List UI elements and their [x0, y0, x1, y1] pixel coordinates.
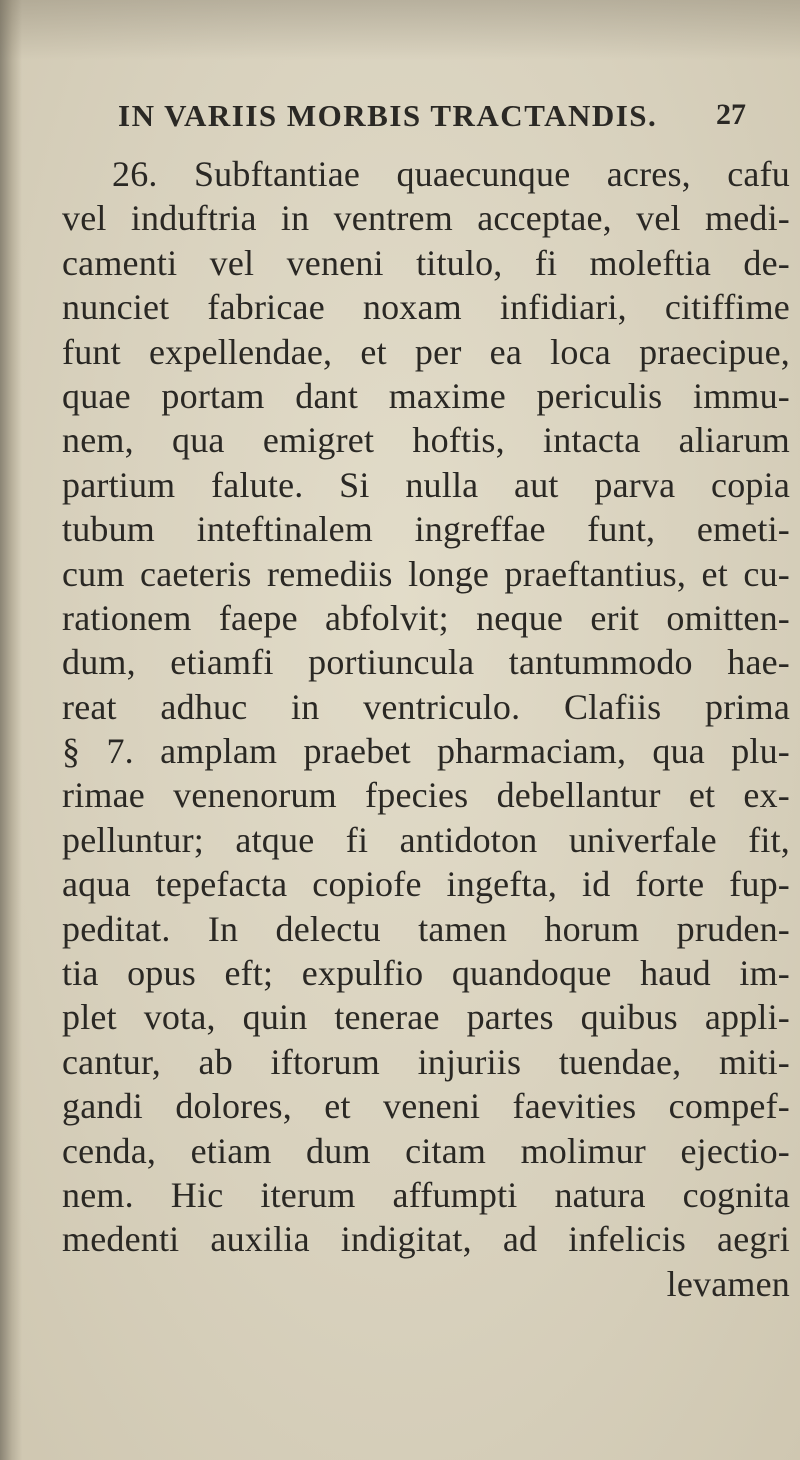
text-line: cantur, ab iftorum injuriis tuendae, miti- [62, 1041, 790, 1082]
text-line: funt expellendae, et per ea loca praecipue, [62, 331, 790, 372]
text-line: nem. Hic iterum affumpti natura cognita [62, 1174, 790, 1215]
text-line: partium falute. Si nulla aut parva copia [62, 464, 790, 505]
text-line: 26. Subftantiae quaecunque acres, cafu [112, 154, 790, 194]
running-head [0, 98, 800, 138]
text-line: aqua tepefacta copiofe ingefta, id forte fup- [62, 864, 790, 905]
text-line: plet vota, quin tenerae partes quibus appli- [62, 997, 790, 1038]
running-title: IN VARIIS MORBIS TRACTANDIS. [118, 98, 658, 133]
text-line: tia opus eft; expulfio quandoque haud im- [62, 953, 790, 994]
text-line: rimae venenorum fpecies debellantur et ex- [62, 775, 790, 816]
text-line: peditat. In delectu tamen horum pruden- [62, 908, 790, 949]
binding-shadow [0, 0, 22, 1460]
text-line: § 7. amplam praebet pharmaciam, qua plu- [62, 731, 790, 772]
text-line: quae portam dant maxime periculis immu- [62, 375, 790, 416]
top-edge-shadow [0, 0, 800, 60]
text-line: nunciet fabricae noxam infidiari, citiffime [62, 287, 790, 328]
body-text [62, 152, 792, 1306]
text-line: cum caeteris remediis longe praeftantius, et cu- [62, 553, 790, 594]
text-line: vel induftria in ventrem acceptae, vel medi- [62, 198, 790, 239]
text-line: camenti vel veneni titulo, fi moleftia de- [62, 242, 790, 283]
text-line: pelluntur; atque fi antidoton univerfale fit, [62, 819, 790, 860]
text-line: rationem faepe abfolvit; neque erit omitten- [62, 597, 790, 638]
text-line: reat adhuc in ventriculo. Clafiis prima [62, 686, 790, 727]
text-line: gandi dolores, et veneni faevities compef- [62, 1086, 790, 1127]
text-line: cenda, etiam dum citam molimur ejectio- [62, 1130, 790, 1171]
text-line: dum, etiamfi portiuncula tantummodo hae- [62, 642, 790, 683]
text-line: medenti auxilia indigitat, ad infelicis aegri [62, 1219, 790, 1260]
catchword-line: levamen [666, 1263, 790, 1304]
text-line: nem, qua emigret hoftis, intacta aliarum [62, 420, 790, 461]
page-number: 27 [716, 98, 746, 131]
text-line: tubum inteftinalem ingreffae funt, emeti- [62, 509, 790, 550]
